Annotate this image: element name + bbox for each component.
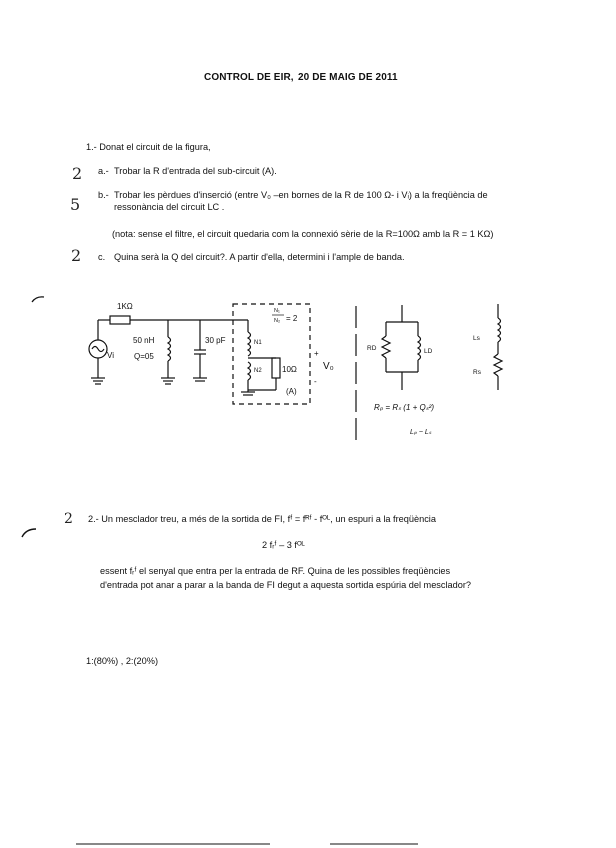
- label-rs: Rs: [473, 369, 481, 376]
- grade-mark-a: 2: [72, 164, 83, 183]
- exam-date: 20 DE MAIG DE 2011: [298, 72, 398, 83]
- resistor-r1: [110, 316, 130, 324]
- question-1-intro: 1.- Donat el circuit de la figura,: [86, 142, 211, 152]
- series-resistor: [494, 354, 502, 376]
- grading-weights: 1:(80%) , 2:(20%): [86, 656, 158, 666]
- label-block-a: (A): [286, 387, 297, 396]
- parallel-inductor: [418, 336, 421, 360]
- inductor-l1: [168, 337, 171, 361]
- question-1b-label: b.-: [98, 190, 109, 200]
- grade-mark-b: 5: [70, 195, 81, 214]
- label-ratio-den: N₂: [274, 318, 281, 324]
- transformer-primary: [248, 332, 251, 356]
- label-l1: 50 nH: [133, 336, 155, 345]
- label-lp: LD: [424, 348, 433, 355]
- label-r1: 1KΩ: [117, 302, 133, 311]
- question-2-line1: 2.- Un mesclador treu, a més de la sortida de FI, fᶠ = fᴿᶠ - fᴼᴸ, un espuri a la freqüència: [88, 514, 436, 524]
- label-minus: -: [314, 377, 317, 386]
- question-1c-text: Quina serà la Q del circuit?. A partir d'ella, determini i l'ample de banda.: [114, 252, 405, 262]
- circuit-figure: [0, 280, 616, 450]
- label-ratio-value: = 2: [286, 314, 298, 323]
- question-2-line2: essent fᵣᶠ el senyal que entra per la entrada de RF. Quina de les possibles freqüències: [100, 566, 451, 576]
- label-vo: V₀: [323, 361, 334, 372]
- question-1a-text: Trobar la R d'entrada del sub-circuit (A).: [114, 166, 277, 176]
- margin-bracket-1: [32, 297, 44, 302]
- label-c1: 30 pF: [205, 336, 226, 345]
- question-1b-line2: ressonància del circuit LC .: [114, 202, 225, 212]
- margin-bracket-2: [18, 525, 42, 541]
- parallel-resistor: [382, 336, 390, 358]
- label-plus: +: [314, 349, 319, 358]
- question-1c-label: c.: [98, 252, 106, 262]
- formula-rp: Rₚ = Rₛ (1 + Qₛ²): [374, 403, 435, 412]
- formula-lp: Lₚ ~ Lₛ: [410, 429, 432, 436]
- label-ratio-num: N₁: [274, 308, 280, 314]
- question-1b-line1: Trobar les pèrdues d'inserció (entre V₀ –en bornes de la R de 100 Ω- i Vᵢ) a la freqüència de: [114, 190, 488, 200]
- scan-bottom-lines: [0, 836, 616, 848]
- label-n2: N2: [254, 368, 262, 374]
- question-1-note: (nota: sense el filtre, el circuit quedaria com la connexió sèrie de la R=100Ω amb la R = 1 KΩ): [112, 229, 494, 239]
- question-2-formula: 2 fᵣᶠ – 3 fᴼᴸ: [262, 540, 305, 550]
- question-1a-label: a.-: [98, 166, 109, 176]
- subcircuit-a-box: [233, 304, 310, 404]
- transformer-secondary: [248, 362, 251, 380]
- label-rp: RD: [367, 345, 377, 352]
- label-n1: N1: [254, 340, 262, 346]
- label-q: Q=05: [134, 352, 154, 361]
- label-vi: Vi: [107, 351, 114, 360]
- label-ls: Ls: [473, 335, 480, 342]
- load-resistor: [272, 358, 280, 378]
- series-inductor: [498, 318, 501, 342]
- grade-mark-q2: 2: [64, 511, 73, 527]
- question-2-line3: d'entrada pot anar a parar a la banda de FI degut a aquesta sortida espúria del mesclador?: [100, 580, 472, 590]
- label-load: 10Ω: [282, 365, 297, 374]
- exam-title: CONTROL DE EIR,: [204, 72, 294, 83]
- grade-mark-c: 2: [71, 246, 82, 265]
